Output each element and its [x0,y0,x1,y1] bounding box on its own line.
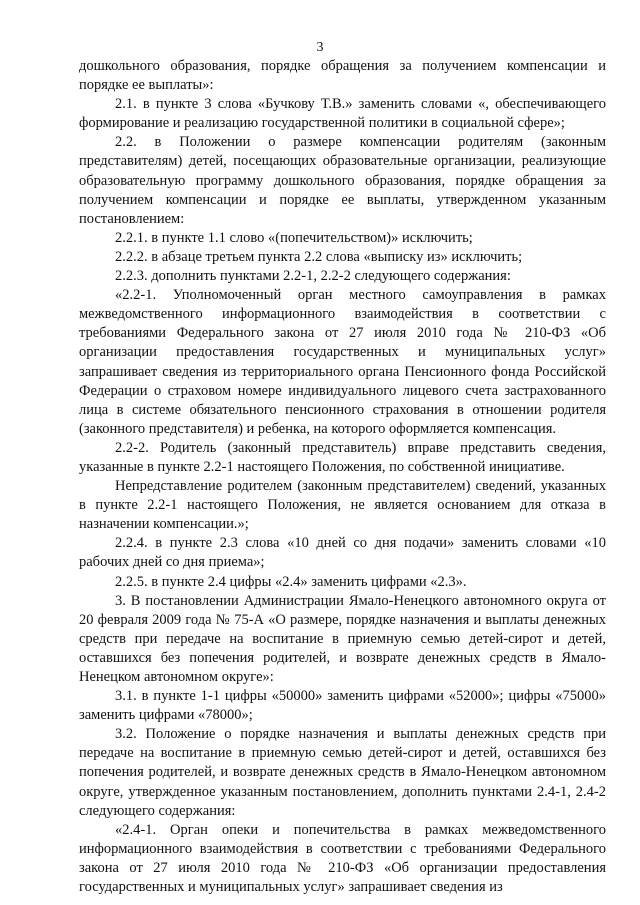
paragraph: 2.2.1. в пункте 1.1 слово «(попечительством)» исключить; [115,229,473,246]
document-body [79,57,606,897]
paragraph: 2.1. в пункте 3 слова «Бучкову Т.В.» заменить словами «, обеспечивающего формирование и реализацию государственной политики в социальной сфере»; [79,96,606,132]
paragraph: «2.2-1. Уполномоченный орган местного самоуправления в рамках межведомственного информационного взаимодействия в соответствии с требованиями Федерального закона от 27 июля 2010 года № 210-ФЗ «Об организации предоставления государственных и муниципальных услуг» запрашивает сведения из территориального органа Пенсионного фонда Российской Федерации о страховом номере индивидуального лицевого счета застрахованного лица в системе обязательного пенсионного страхования в отношении родителя (законного представителя) и ребенка, на которого оформляется компенсация. [79,287,606,437]
paragraph: 2.2-2. Родитель (законный представитель) вправе представить сведения, указанные в пункте 2.2-1 настоящего Положения, по собственной инициативе. [79,439,606,475]
paragraph: 3.1. в пункте 1-1 цифры «50000» заменить цифрами «52000»; цифры «75000» заменить цифрами «78000»; [79,688,606,724]
paragraph: 3.2. Положение о порядке назначения и выплаты денежных средств при передаче на воспитание в приемную семью детей-сирот и детей, оставшихся без попечения родителей, и возврате денежных средств в Ямало-Ненецком автономном округе, утвержденное указанным постановлением, дополнить пунктами 2.4-1, 2.4-2 следующего содержания: [79,726,606,819]
paragraph: Непредставление родителем (законным представителем) сведений, указанных в пункте 2.2-1 настоящего Положения, не является основанием для отказа в назначении компенсации.»; [79,478,606,533]
paragraph: 2.2.3. дополнить пунктами 2.2-1, 2.2-2 следующего содержания: [115,268,511,285]
paragraph: 2.2.5. в пункте 2.4 цифры «2.4» заменить цифрами «2.3». [115,573,467,590]
paragraph: 2.2.2. в абзаце третьем пункта 2.2 слова «выписку из» исключить; [115,248,523,265]
paragraph: дошкольного образования, порядке обращения за получением компенсации и порядке ее выплаты»: [79,58,606,94]
page-number: 3 [316,40,324,55]
paragraph: 2.2. в Положении о размере компенсации родителям (законным представителям) детей, посещающих образовательные организации, реализующие образовательную программу дошкольного образования, порядке обращения за получением компенсации и порядке ее выплаты, утвержденном указанным постановлением: [79,134,606,227]
paragraph: «2.4-1. Орган опеки и попечительства в рамках межведомственного информационного взаимодействия в соответствии с требованиями Федерального закона от 27 июля 2010 года № 210-ФЗ «Об организации предоставления государственных и муниципальных услуг» запрашивает сведения из [79,821,606,896]
paragraph: 2.2.4. в пункте 2.3 слова «10 дней со дня подачи» заменить словами «10 рабочих дней со дня приема»; [79,535,606,571]
paragraph: 3. В постановлении Администрации Ямало-Ненецкого автономного округа от 20 февраля 2009 года № 75-А «О размере, порядке назначения и выплаты денежных средств при передаче на воспитание в приемную семью детей-сирот и детей, оставшихся без попечения родителей, и возврате денежных средств в Ямало-Ненецком автономном округе»: [79,592,606,685]
